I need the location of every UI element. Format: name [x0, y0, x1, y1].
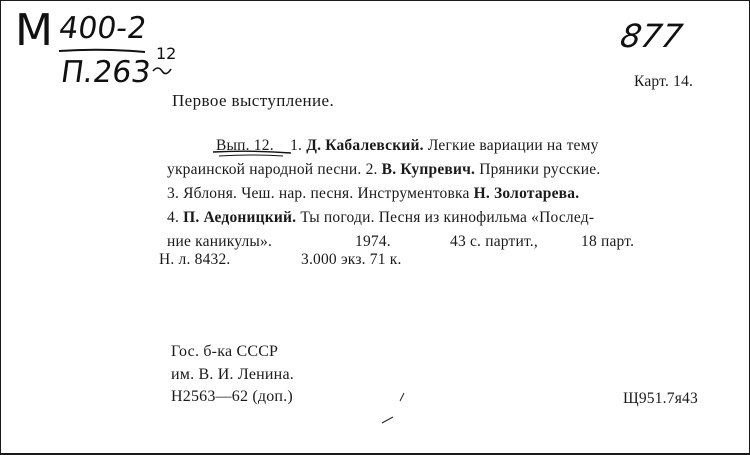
author-kabalevsky: Д. Кабалевский.: [306, 137, 424, 154]
item-number-3: 3.: [167, 185, 180, 202]
handwritten-corner-number: 877: [617, 17, 686, 55]
work-title-1-cont: украинской народной песни.: [167, 161, 362, 178]
classification-code: Щ951.7я43: [623, 390, 698, 407]
handwritten-issue-mark: 12: [156, 44, 177, 63]
body-line-6: [159, 251, 559, 269]
body-line-3: [167, 185, 579, 203]
card-title: Первое выступление.: [172, 91, 335, 110]
body-line-5: [167, 233, 687, 251]
author-zolotareva: Н. Золотарева.: [473, 185, 580, 202]
print-run-price: 3.000 экз. 71 к.: [301, 251, 402, 268]
author-kuprevich: В. Купревич.: [381, 161, 476, 178]
parts-count: 18 парт.: [581, 233, 635, 250]
work-title-4-cont: ние каникулы».: [167, 233, 273, 250]
work-title-1: Легкие вариации на тему: [427, 137, 599, 154]
handwritten-shelfmark-top: 400-2: [56, 11, 149, 46]
author-aedonitsky: П. Аедоницкий.: [183, 209, 297, 226]
work-title-3: Яблоня. Чеш. нар. песня. Инструментовка: [183, 185, 470, 202]
body-line-2: [167, 161, 600, 179]
work-title-2: Пряники русские.: [479, 161, 601, 178]
issue-number: Вып. 12.: [216, 137, 274, 154]
page-count: 43 с. партит.,: [450, 233, 538, 250]
issue-handwritten-underline: [213, 148, 291, 158]
body-line-4: [167, 209, 594, 227]
library-name: Гос. б-ка СССР: [171, 343, 279, 360]
item-number-2: 2.: [365, 161, 378, 178]
item-number-1: 1.: [290, 137, 303, 154]
library-card-code: Н2563—62 (доп.): [171, 388, 293, 405]
stray-pen-mark: [381, 415, 395, 425]
handwritten-tilde-mark: [151, 63, 173, 77]
work-title-4: Ты погоди. Песня из кинофильма «Послед-: [300, 209, 595, 226]
item-number-4: 4.: [167, 209, 180, 226]
handwritten-letter: М: [15, 5, 53, 56]
sheet-number: Н. л. 8432.: [159, 251, 231, 268]
card-label: Карт. 14.: [634, 73, 694, 90]
library-dedication: им. В. И. Ленина.: [171, 366, 294, 383]
publication-year: 1974.: [355, 233, 391, 250]
shelfmark-divider-line: [57, 47, 147, 55]
stray-pen-mark: [397, 391, 407, 403]
handwritten-shelfmark-bottom: П.263: [58, 55, 153, 90]
